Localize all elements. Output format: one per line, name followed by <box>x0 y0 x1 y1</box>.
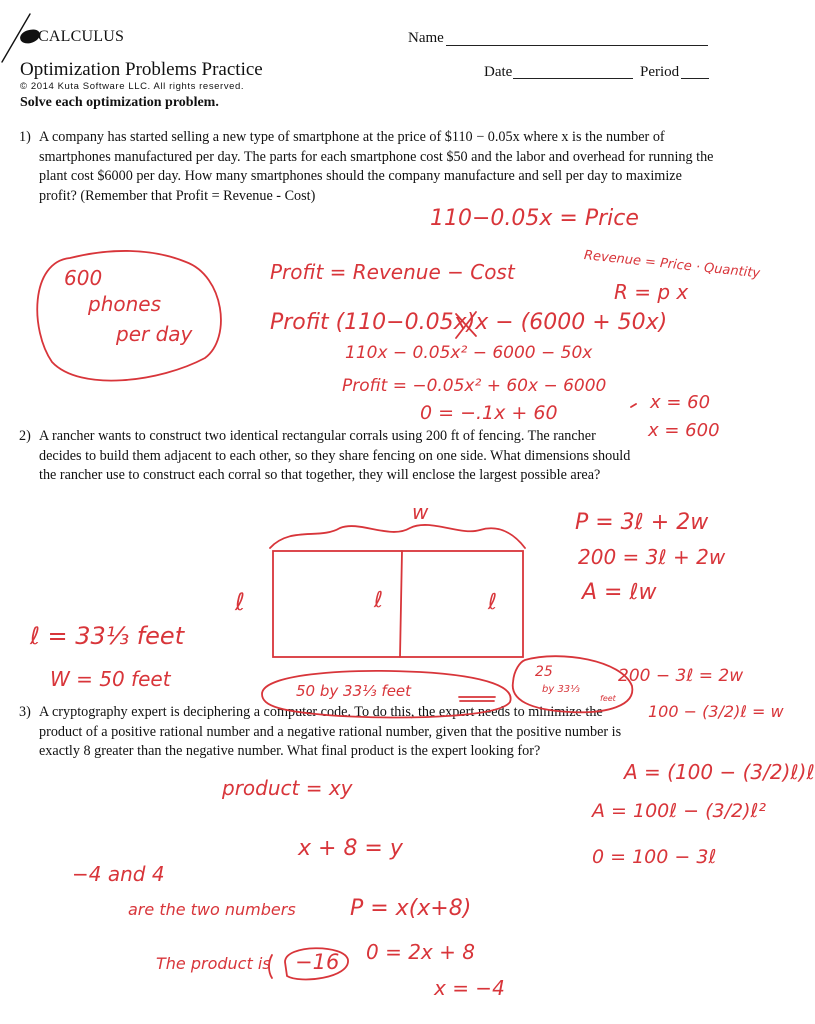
problem-number: 1) <box>19 129 31 145</box>
problem-text: A rancher wants to construct two identical rectangular corrals using 200 ft of fencing. The rancher decides to build them adjacent to each other, so they share fencing on one side. What dimensions should the rancher use to construct each corral so that together, they will enclose the largest possible area? <box>39 428 631 483</box>
problem-number: 2) <box>19 428 31 444</box>
course-label: CALCULUS <box>38 28 125 45</box>
hw-answer-prefix: The product is <box>156 954 271 973</box>
worksheet-title: Optimization Problems Practice <box>20 59 263 80</box>
hw-solve-w2: 100 − (3/2)ℓ = w <box>648 702 784 721</box>
hw-area-expand: A = 100ℓ − (3/2)ℓ² <box>592 800 766 822</box>
instructions: Solve each optimization problem. <box>20 95 219 110</box>
scribble-mark <box>459 697 495 701</box>
corral-top-scribble <box>270 525 525 548</box>
hw-numbers: −4 and 4 <box>72 862 165 886</box>
copyright-notice: © 2014 Kuta Software LLC. All rights reserved. <box>20 81 245 92</box>
hw-p-eq: P = x(x+8) <box>350 896 472 921</box>
p1-arrow-mark <box>631 404 636 407</box>
hw-perimeter: P = 3ℓ + 2w <box>575 510 709 535</box>
hw-circle-line-2: phones <box>88 292 162 316</box>
hw-r-eq: R = p x <box>614 280 689 304</box>
name-label: Name <box>408 30 444 46</box>
hw-circle-right-1: 25 <box>535 664 553 680</box>
hw-circle-right-3: feet <box>600 694 616 703</box>
hw-profit-simplified: Profit = −0.05x² + 60x − 6000 <box>342 376 607 396</box>
hw-revenue-def: Revenue = Price · Quantity <box>583 248 761 282</box>
hw-deriv: 0 = 2x + 8 <box>366 940 475 964</box>
hw-l-answer: ℓ = 33⅓ feet <box>30 622 185 650</box>
hw-area: A = ℓw <box>582 580 657 605</box>
hw-x-val: x = −4 <box>434 976 505 1000</box>
hw-x-60: x = 60 <box>650 392 711 413</box>
problem-text: A cryptography expert is deciphering a computer code. To do this, the expert needs to minimize the product of a positive rational number and a negative rational number, given that the positive number is exactly 8 greater than the negative number. What final product is the expert looking for? <box>39 704 622 759</box>
corral-rectangle <box>273 551 523 657</box>
hw-area-deriv: 0 = 100 − 3ℓ <box>592 846 717 868</box>
period-label: Period <box>640 64 680 80</box>
date-label: Date <box>484 64 513 80</box>
corner-pen-stroke <box>2 14 30 62</box>
hw-side-l-mid: ℓ <box>374 588 384 613</box>
hw-product-def: product = xy <box>222 776 353 800</box>
hw-relation: x + 8 = y <box>298 836 403 861</box>
hw-side-l-right: ℓ <box>488 590 498 615</box>
hw-w-answer: W = 50 feet <box>50 667 171 691</box>
hw-circle-line-1: 600 <box>64 266 103 290</box>
corral-divider <box>400 551 402 657</box>
hw-numbers-2: are the two numbers <box>128 900 296 919</box>
hw-perimeter-sub: 200 = 3ℓ + 2w <box>578 545 726 569</box>
hw-dims: 50 by 33⅓ feet <box>296 682 412 700</box>
hw-circle-line-3: per day <box>116 322 193 346</box>
hw-derivative: 0 = −.1x + 60 <box>420 402 558 424</box>
hw-profit-def: Profit = Revenue − Cost <box>270 260 515 284</box>
problem-text: A company has started selling a new type of smartphone at the price of $110 − 0.05x where x is the number of smartphones manufactured per day. The parts for each smartphone cost $50 and the labor and overhead for running the plant cost $6000 per day. How many smartphones should the company manufacture and sell per day to maximize profit? (Remember that Profit = Revenue - Cost) <box>39 129 714 204</box>
hw-area-sub: A = (100 − (3/2)ℓ)ℓ <box>624 760 815 784</box>
hw-side-l-left: ℓ <box>235 588 245 616</box>
hw-profit-expr: Profit (110−0.05x)x − (6000 + 50x) <box>270 310 668 335</box>
hw-x-600: x = 600 <box>648 420 720 441</box>
hw-answer: −16 <box>295 950 340 974</box>
hw-solve-w1: 200 − 3ℓ = 2w <box>618 666 744 686</box>
hw-circle-right-2: by 33⅓ <box>542 684 580 695</box>
hw-price: 110−0.05x = Price <box>430 206 639 231</box>
problem-number: 3) <box>19 704 31 720</box>
hw-expand: 110x − 0.05x² − 6000 − 50x <box>345 343 593 363</box>
hw-w-top: w <box>412 500 429 524</box>
